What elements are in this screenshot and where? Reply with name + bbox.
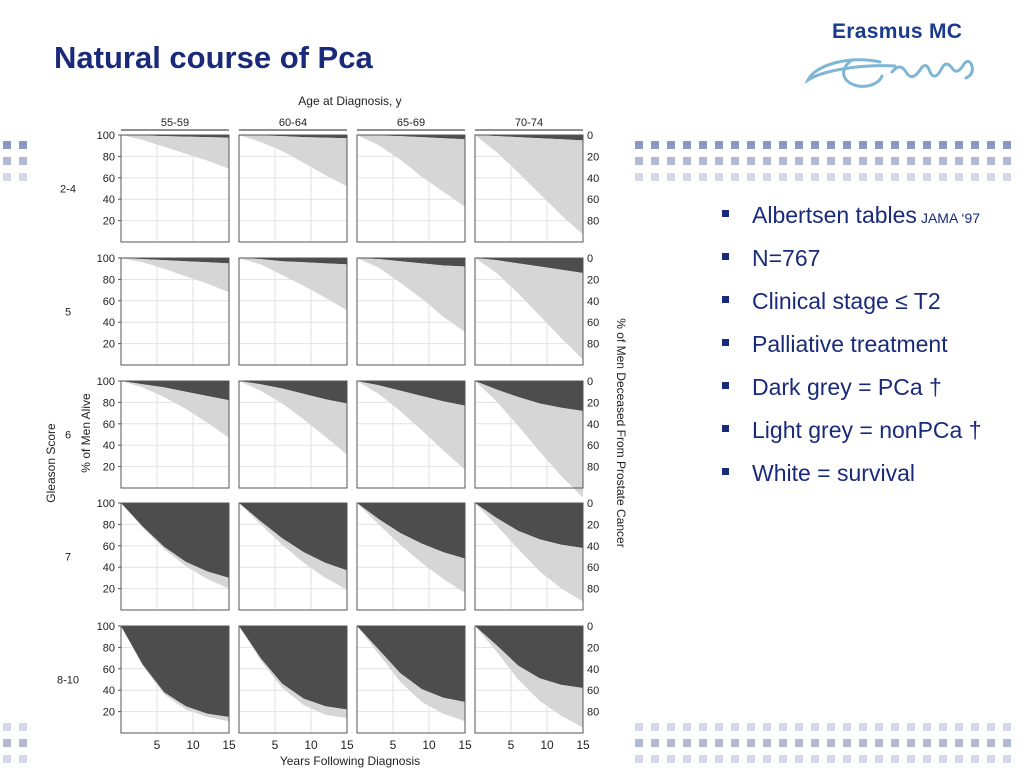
decorative-dot xyxy=(811,723,819,731)
decorative-dot xyxy=(811,141,819,149)
bullet-text: Light grey = nonPCa † xyxy=(752,417,982,443)
decorative-dot xyxy=(987,141,995,149)
panel-gleason-2-4-age-70-74 xyxy=(475,135,583,242)
decorative-dot xyxy=(651,723,659,731)
decorative-dot xyxy=(763,157,771,165)
panel-gleason-8-10-age-60-64 xyxy=(239,626,347,733)
y-tick-label-right: 80 xyxy=(587,706,600,719)
x-tick-label: 15 xyxy=(576,738,590,752)
column-header-age: 60-64 xyxy=(278,117,308,129)
decorative-dot xyxy=(955,723,963,731)
decorative-dot xyxy=(667,739,675,747)
decorative-dot xyxy=(715,739,723,747)
decorative-dot xyxy=(907,173,915,181)
decorative-dot xyxy=(907,141,915,149)
y-tick-label-left: 20 xyxy=(102,461,115,474)
decorative-dot xyxy=(875,739,883,747)
y-tick-label-right: 0 xyxy=(587,498,594,510)
y-tick-label-right: 0 xyxy=(587,621,594,633)
bullet-text: Palliative treatment xyxy=(752,331,948,357)
decorative-dot xyxy=(891,739,899,747)
bullet-square-icon xyxy=(722,253,729,260)
decorative-dot xyxy=(699,723,707,731)
y-tick-label-left: 60 xyxy=(102,172,115,185)
decorative-dot xyxy=(699,141,707,149)
y-tick-label-left: 60 xyxy=(102,295,115,308)
decorative-dot xyxy=(875,157,883,165)
decorative-dot xyxy=(907,723,915,731)
decorative-dot xyxy=(859,157,867,165)
panel-gleason-6-age-65-69 xyxy=(357,381,465,488)
dot-pattern-right-bottom xyxy=(632,720,1024,768)
decorative-dot xyxy=(955,173,963,181)
panel-gleason-7-age-55-59 xyxy=(121,503,229,610)
decorative-dot xyxy=(875,173,883,181)
decorative-dot xyxy=(891,141,899,149)
panel-gleason-7-age-60-64 xyxy=(239,503,347,610)
decorative-dot xyxy=(987,739,995,747)
y-tick-label-left: 40 xyxy=(102,194,115,207)
bullet-item xyxy=(720,367,982,410)
decorative-dot xyxy=(715,173,723,181)
decorative-dot xyxy=(907,755,915,763)
y-tick-label-left: 20 xyxy=(102,706,115,719)
decorative-dot xyxy=(955,739,963,747)
decorative-dot xyxy=(651,755,659,763)
decorative-dot xyxy=(875,141,883,149)
panel-gleason-6-age-55-59 xyxy=(121,381,229,488)
bullet-item xyxy=(720,410,982,453)
decorative-dot xyxy=(763,755,771,763)
decorative-dot xyxy=(683,173,691,181)
panel-gleason-2-4-age-55-59 xyxy=(121,135,229,242)
decorative-dot xyxy=(859,755,867,763)
bullet-square-icon xyxy=(722,425,729,432)
decorative-dot xyxy=(859,173,867,181)
x-tick-label: 5 xyxy=(507,738,515,752)
decorative-dot xyxy=(795,141,803,149)
decorative-dot xyxy=(971,173,979,181)
y-tick-label-left: 80 xyxy=(102,642,115,655)
y-tick-label-left: 80 xyxy=(102,151,115,164)
y-tick-label-left: 20 xyxy=(102,338,115,351)
decorative-dot xyxy=(747,157,755,165)
bullet-suffix: JAMA ‘97 xyxy=(920,210,981,226)
y-tick-label-left: 60 xyxy=(102,418,115,431)
row-label-gleason: 2-4 xyxy=(60,183,76,196)
decorative-dot xyxy=(1003,141,1011,149)
decorative-dot xyxy=(923,739,931,747)
x-tick-label: 10 xyxy=(540,738,554,752)
bullet-text: Clinical stage ≤ T2 xyxy=(752,288,941,314)
panel-gleason-6-age-60-64 xyxy=(239,381,347,488)
decorative-dot xyxy=(939,739,947,747)
decorative-dot xyxy=(891,157,899,165)
decorative-dot xyxy=(843,739,851,747)
decorative-dot xyxy=(683,141,691,149)
decorative-dot xyxy=(715,141,723,149)
decorative-dot xyxy=(955,141,963,149)
panel-gleason-2-4-age-65-69 xyxy=(357,135,465,242)
gleason-axis-label: Gleason Score xyxy=(44,423,58,503)
decorative-dot xyxy=(747,739,755,747)
y-tick-label-left: 100 xyxy=(96,498,115,510)
decorative-dot xyxy=(667,723,675,731)
y-axis-label-left: % of Men Alive xyxy=(79,393,93,473)
decorative-dot xyxy=(859,141,867,149)
decorative-dot xyxy=(939,723,947,731)
decorative-dot xyxy=(667,157,675,165)
decorative-dot xyxy=(875,755,883,763)
decorative-dot xyxy=(715,755,723,763)
decorative-dot xyxy=(651,157,659,165)
decorative-dot xyxy=(651,739,659,747)
bullet-square-icon xyxy=(722,339,729,346)
y-tick-label-left: 100 xyxy=(96,130,115,142)
row-label-gleason: 7 xyxy=(64,551,72,564)
decorative-dot xyxy=(811,173,819,181)
decorative-dot xyxy=(923,157,931,165)
decorative-dot xyxy=(971,141,979,149)
decorative-dot xyxy=(667,755,675,763)
y-tick-label-left: 60 xyxy=(102,663,115,676)
y-tick-label-left: 20 xyxy=(102,215,115,228)
x-axis-label: Years Following Diagnosis xyxy=(279,754,421,768)
decorative-dot xyxy=(827,723,835,731)
panel-gleason-7-age-65-69 xyxy=(357,503,465,610)
decorative-dot xyxy=(827,141,835,149)
decorative-dot xyxy=(811,739,819,747)
y-tick-label-left: 60 xyxy=(102,540,115,553)
decorative-dot xyxy=(795,739,803,747)
x-tick-label: 10 xyxy=(422,738,436,752)
decorative-dot xyxy=(779,755,787,763)
bullet-list xyxy=(720,195,982,496)
y-tick-label-left: 100 xyxy=(96,376,115,388)
decorative-dot xyxy=(987,173,995,181)
decorative-dot xyxy=(827,157,835,165)
bullet-text: White = survival xyxy=(752,460,915,486)
survival-chart xyxy=(0,85,640,768)
y-tick-label-left: 40 xyxy=(102,317,115,330)
decorative-dot xyxy=(971,739,979,747)
chart-title: Age at Diagnosis, y xyxy=(298,94,402,108)
decorative-dot xyxy=(1003,739,1011,747)
y-tick-label-right: 0 xyxy=(587,376,594,388)
row-label-gleason: 8-10 xyxy=(56,674,80,687)
panel-gleason-5-age-55-59 xyxy=(121,258,229,365)
decorative-dot xyxy=(683,755,691,763)
bullet-square-icon xyxy=(722,210,729,217)
y-tick-label-right: 40 xyxy=(587,418,600,431)
decorative-dot xyxy=(715,723,723,731)
decorative-dot xyxy=(731,723,739,731)
bullet-item xyxy=(720,195,982,238)
y-tick-label-left: 80 xyxy=(102,519,115,532)
y-tick-label-right: 80 xyxy=(587,583,600,596)
decorative-dot xyxy=(779,173,787,181)
x-tick-label: 15 xyxy=(458,738,472,752)
decorative-dot xyxy=(939,157,947,165)
panel-gleason-5-age-70-74 xyxy=(475,258,583,365)
y-tick-label-right: 40 xyxy=(587,663,600,676)
decorative-dot xyxy=(827,173,835,181)
decorative-dot xyxy=(683,739,691,747)
decorative-dot xyxy=(731,173,739,181)
decorative-dot xyxy=(811,755,819,763)
y-tick-label-left: 100 xyxy=(96,621,115,633)
bullet-item xyxy=(720,238,982,281)
decorative-dot xyxy=(731,755,739,763)
bullet-item xyxy=(720,453,982,496)
y-tick-label-left: 80 xyxy=(102,274,115,287)
y-tick-label-left: 40 xyxy=(102,685,115,698)
dot-pattern-right-top xyxy=(632,138,1024,188)
y-tick-label-right: 60 xyxy=(587,562,600,575)
x-tick-label: 15 xyxy=(340,738,354,752)
decorative-dot xyxy=(843,723,851,731)
decorative-dot xyxy=(699,739,707,747)
decorative-dot xyxy=(843,141,851,149)
decorative-dot xyxy=(827,755,835,763)
decorative-dot xyxy=(763,141,771,149)
bullet-text: Albertsen tables xyxy=(752,202,917,228)
decorative-dot xyxy=(971,157,979,165)
erasmus-mc-logo xyxy=(800,20,990,100)
x-tick-label: 10 xyxy=(304,738,318,752)
y-tick-label-left: 100 xyxy=(96,253,115,265)
decorative-dot xyxy=(699,755,707,763)
y-tick-label-right: 40 xyxy=(587,540,600,553)
decorative-dot xyxy=(987,755,995,763)
decorative-dot xyxy=(763,723,771,731)
decorative-dot xyxy=(795,157,803,165)
row-label-gleason: 6 xyxy=(64,429,72,442)
x-tick-label: 10 xyxy=(186,738,200,752)
column-header-age: 65-69 xyxy=(396,117,426,129)
decorative-dot xyxy=(699,173,707,181)
y-tick-label-right: 20 xyxy=(587,274,600,287)
decorative-dot xyxy=(907,739,915,747)
decorative-dot xyxy=(843,157,851,165)
y-tick-label-right: 40 xyxy=(587,172,600,185)
decorative-dot xyxy=(667,141,675,149)
bullet-square-icon xyxy=(722,468,729,475)
decorative-dot xyxy=(715,157,723,165)
bullet-text: N=767 xyxy=(752,245,821,271)
decorative-dot xyxy=(907,157,915,165)
erasmus-mc-logo-text: Erasmus MC xyxy=(832,20,963,43)
y-tick-label-right: 20 xyxy=(587,642,600,655)
panel-gleason-7-age-70-74 xyxy=(475,503,583,610)
decorative-dot xyxy=(651,173,659,181)
bullet-square-icon xyxy=(722,382,729,389)
panel-gleason-8-10-age-70-74 xyxy=(475,626,583,733)
decorative-dot xyxy=(955,157,963,165)
row-label-gleason: 5 xyxy=(64,306,72,319)
decorative-dot xyxy=(859,739,867,747)
panel-gleason-5-age-60-64 xyxy=(239,258,347,365)
decorative-dot xyxy=(827,739,835,747)
y-tick-label-right: 60 xyxy=(587,440,600,453)
decorative-dot xyxy=(651,141,659,149)
panel-gleason-2-4-age-60-64 xyxy=(239,135,347,242)
decorative-dot xyxy=(1003,755,1011,763)
decorative-dot xyxy=(923,141,931,149)
decorative-dot xyxy=(779,141,787,149)
decorative-dot xyxy=(1003,173,1011,181)
y-tick-label-right: 80 xyxy=(587,338,600,351)
y-tick-label-right: 0 xyxy=(587,253,594,265)
decorative-dot xyxy=(891,173,899,181)
decorative-dot xyxy=(747,723,755,731)
decorative-dot xyxy=(971,755,979,763)
decorative-dot xyxy=(987,157,995,165)
decorative-dot xyxy=(731,157,739,165)
y-tick-label-right: 80 xyxy=(587,461,600,474)
decorative-dot xyxy=(875,723,883,731)
bullet-item xyxy=(720,281,982,324)
decorative-dot xyxy=(891,723,899,731)
panel-gleason-6-age-70-74 xyxy=(475,381,583,498)
bullet-text: Dark grey = PCa † xyxy=(752,374,942,400)
y-tick-label-right: 0 xyxy=(587,130,594,142)
y-tick-label-left: 40 xyxy=(102,562,115,575)
decorative-dot xyxy=(939,141,947,149)
decorative-dot xyxy=(747,755,755,763)
decorative-dot xyxy=(747,141,755,149)
column-header-age: 55-59 xyxy=(160,117,190,129)
decorative-dot xyxy=(859,723,867,731)
decorative-dot xyxy=(923,755,931,763)
y-tick-label-left: 20 xyxy=(102,583,115,596)
decorative-dot xyxy=(795,755,803,763)
decorative-dot xyxy=(939,755,947,763)
decorative-dot xyxy=(971,723,979,731)
decorative-dot xyxy=(731,739,739,747)
decorative-dot xyxy=(843,173,851,181)
x-tick-label: 5 xyxy=(389,738,397,752)
y-axis-label-right: % of Men Deceased From Prostate Cancer xyxy=(614,318,628,548)
y-tick-label-right: 60 xyxy=(587,685,600,698)
decorative-dot xyxy=(763,173,771,181)
y-tick-label-right: 40 xyxy=(587,295,600,308)
y-tick-label-right: 80 xyxy=(587,215,600,228)
decorative-dot xyxy=(779,723,787,731)
panel-gleason-8-10-age-55-59 xyxy=(121,626,229,733)
x-tick-label: 15 xyxy=(222,738,236,752)
decorative-dot xyxy=(843,755,851,763)
panel-gleason-8-10-age-65-69 xyxy=(357,626,465,733)
decorative-dot xyxy=(1003,723,1011,731)
decorative-dot xyxy=(891,755,899,763)
decorative-dot xyxy=(683,723,691,731)
decorative-dot xyxy=(1003,157,1011,165)
decorative-dot xyxy=(667,173,675,181)
decorative-dot xyxy=(779,739,787,747)
y-tick-label-left: 40 xyxy=(102,440,115,453)
decorative-dot xyxy=(795,173,803,181)
y-tick-label-right: 60 xyxy=(587,317,600,330)
y-tick-label-right: 20 xyxy=(587,151,600,164)
y-tick-label-left: 80 xyxy=(102,397,115,410)
y-tick-label-right: 20 xyxy=(587,519,600,532)
decorative-dot xyxy=(923,723,931,731)
decorative-dot xyxy=(939,173,947,181)
x-tick-label: 5 xyxy=(271,738,279,752)
bullet-item xyxy=(720,324,982,367)
x-tick-label: 5 xyxy=(153,738,161,752)
y-tick-label-right: 60 xyxy=(587,194,600,207)
decorative-dot xyxy=(811,157,819,165)
bullet-square-icon xyxy=(722,296,729,303)
decorative-dot xyxy=(923,173,931,181)
decorative-dot xyxy=(779,157,787,165)
decorative-dot xyxy=(987,723,995,731)
decorative-dot xyxy=(699,157,707,165)
panel-gleason-5-age-65-69 xyxy=(357,258,465,365)
slide-title: Natural course of Pca xyxy=(54,40,373,75)
decorative-dot xyxy=(795,723,803,731)
decorative-dot xyxy=(955,755,963,763)
decorative-dot xyxy=(747,173,755,181)
decorative-dot xyxy=(763,739,771,747)
y-tick-label-right: 20 xyxy=(587,397,600,410)
decorative-dot xyxy=(731,141,739,149)
decorative-dot xyxy=(683,157,691,165)
column-header-age: 70-74 xyxy=(514,117,544,129)
